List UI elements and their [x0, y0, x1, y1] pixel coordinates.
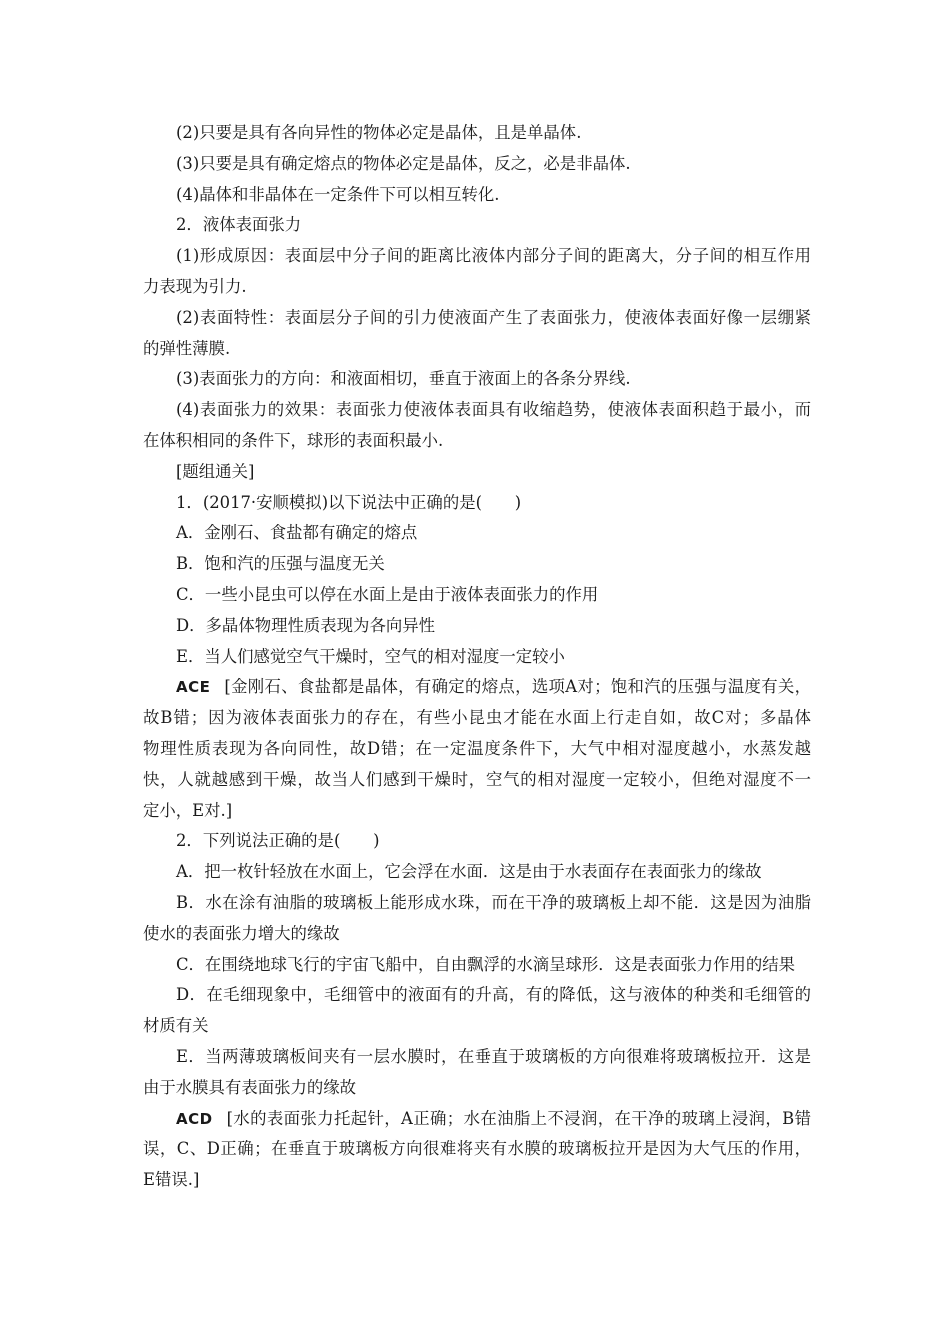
- question-2-option-a: A．把一枚针轻放在水面上，它会浮在水面．这是由于水表面存在表面张力的缘故: [176, 862, 762, 882]
- question-1-option-b: B．饱和汽的压强与温度无关: [176, 554, 385, 574]
- text-line: 在体积相同的条件下，球形的表面积最小.: [143, 430, 444, 450]
- text-line: (4)晶体和非晶体在一定条件下可以相互转化.: [176, 184, 500, 204]
- text-line: 物理性质表现为各向同性，故D错；在一定温度条件下，大气中相对湿度越小，水蒸发越: [143, 738, 811, 758]
- text-line: 的弹性薄膜.: [143, 338, 231, 358]
- text-line: (3)只要是具有确定熔点的物体必定是晶体，反之，必是非晶体.: [176, 153, 631, 173]
- text-line: (2)只要是具有各向异性的物体必定是晶体，且是单晶体.: [176, 123, 582, 142]
- text-line: E错误.]: [143, 1170, 200, 1190]
- question-2-option-b: B．水在涂有油脂的玻璃板上能形成水珠，而在干净的玻璃板上却不能．这是因为油脂: [176, 892, 811, 912]
- question-1-option-a: A．金刚石、食盐都有确定的熔点: [176, 523, 418, 543]
- question-1-answer-line: [143, 672, 811, 703]
- question-2-explanation: [水的表面张力托起针，A正确；水在油脂上不浸润，在干净的玻璃上浸润，B错: [226, 1108, 811, 1128]
- text-line: (3)表面张力的方向：和液面相切，垂直于液面上的各条分界线.: [176, 369, 631, 389]
- text-line: 故B错；因为液体表面张力的存在，有些小昆虫才能在水面上行走自如，故C对；多晶体: [143, 708, 811, 728]
- text-line: 误，C、D正确；在垂直于玻璃板方向很难将夹有水膜的玻璃板拉开是因为大气压的作用，: [143, 1139, 811, 1159]
- document-page: [143, 118, 811, 1196]
- question-2-option-e: E．当两薄玻璃板间夹有一层水膜时，在垂直于玻璃板的方向很难将玻璃板拉开．这是: [176, 1046, 811, 1066]
- question-2-option-c: C．在围绕地球飞行的宇宙飞船中，自由飘浮的水滴呈球形．这是表面张力作用的结果: [176, 954, 795, 974]
- question-2-answer-key: ACD: [176, 1109, 213, 1128]
- question-1-explanation: [金刚石、食盐都是晶体，有确定的熔点，选项A对；饱和汽的压强与温度有关，: [224, 677, 811, 697]
- text-line: (1)形成原因：表面层中分子间的距离比液体内部分子间的距离大，分子间的相互作用: [176, 246, 811, 266]
- text-line: 由于水膜具有表面张力的缘故: [143, 1077, 357, 1097]
- text-line: 材质有关: [143, 1016, 209, 1036]
- question-1-option-d: D．多晶体物理性质表现为各向异性: [176, 615, 435, 635]
- question-2-answer-line: [143, 1104, 811, 1135]
- question-2-stem: 2．下列说法正确的是( ): [176, 831, 380, 851]
- text-line: (4)表面张力的效果：表面张力使液体表面具有收缩趋势，使液体表面积趋于最小，而: [176, 400, 811, 420]
- question-1-option-c: C．一些小昆虫可以停在水面上是由于液体表面张力的作用: [176, 584, 599, 604]
- text-line: 力表现为引力.: [143, 276, 247, 296]
- question-1-option-e: E．当人们感觉空气干燥时，空气的相对湿度一定较小: [176, 646, 565, 666]
- text-line: 定小，E对.]: [143, 800, 233, 820]
- section-heading: 2．液体表面张力: [176, 215, 302, 235]
- question-2-option-d: D．在毛细现象中，毛细管中的液面有的升高，有的降低，这与液体的种类和毛细管的: [176, 985, 811, 1005]
- text-line: 快，人就越感到干燥，故当人们感到干燥时，空气的相对湿度一定较小，但绝对湿度不一: [143, 769, 811, 789]
- subsection-label: [题组通关]: [176, 461, 255, 481]
- question-1-answer-key: ACE: [176, 678, 211, 697]
- text-line: (2)表面特性：表面层分子间的引力使液面产生了表面张力，使液体表面好像一层绷紧: [176, 307, 811, 327]
- text-line: 使水的表面张力增大的缘故: [143, 923, 340, 943]
- question-1-stem: 1．(2017·安顺模拟)以下说法中正确的是( ): [176, 492, 522, 512]
